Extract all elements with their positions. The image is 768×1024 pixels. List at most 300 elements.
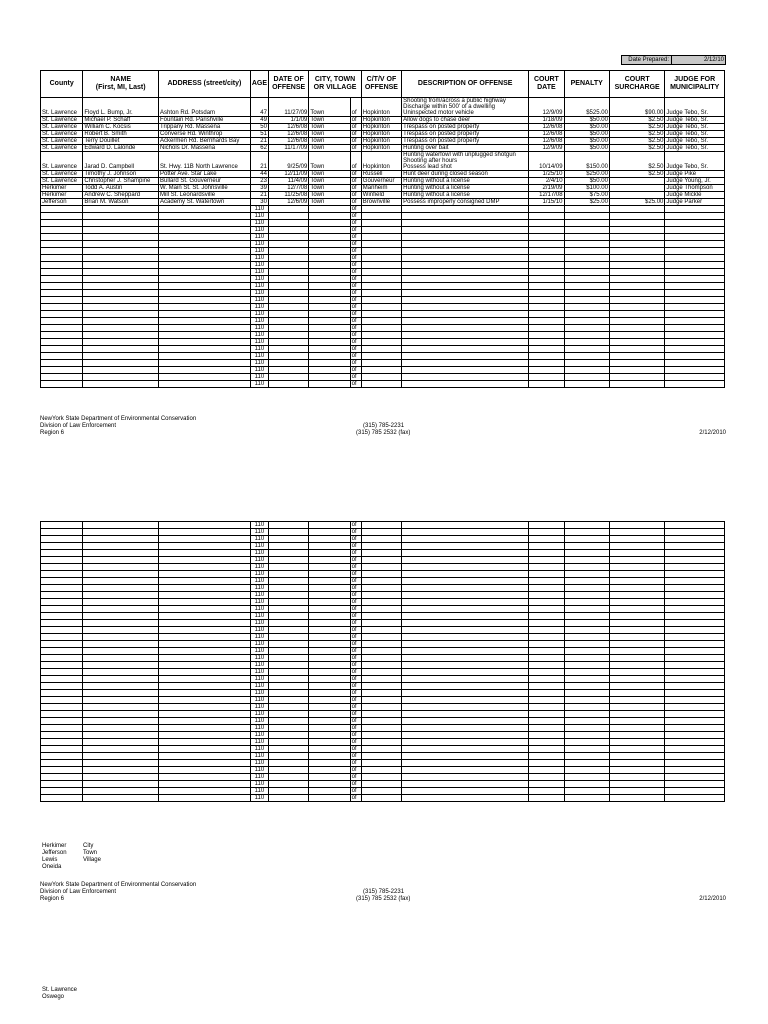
surcharge-cell — [609, 613, 664, 620]
penalty-cell — [564, 620, 609, 627]
name-cell — [83, 536, 159, 543]
court-date-cell — [529, 725, 564, 732]
description-cell — [402, 353, 529, 360]
court-date-cell — [529, 739, 564, 746]
judge-cell — [665, 325, 725, 332]
date-cell — [268, 241, 308, 248]
county-cell — [41, 767, 83, 774]
address-cell — [159, 641, 251, 648]
blank-row — [41, 360, 725, 367]
court-date-cell — [529, 585, 564, 592]
footer-division: Division of Law Enforcement — [40, 423, 117, 429]
of-cell: of — [350, 529, 361, 536]
name-cell — [83, 585, 159, 592]
age-cell: 39 — [250, 185, 268, 192]
blank-row — [41, 641, 725, 648]
surcharge-cell — [609, 311, 664, 318]
blank-row — [41, 220, 725, 227]
description-cell — [402, 269, 529, 276]
date-cell: 12/11/09 — [268, 171, 308, 178]
municipality-cell — [361, 522, 401, 529]
of-cell: of — [350, 145, 361, 152]
county-cell — [41, 297, 83, 304]
blank-row — [41, 585, 725, 592]
address-cell — [159, 690, 251, 697]
penalty-cell — [564, 753, 609, 760]
age-cell: 21 — [250, 152, 268, 171]
judge-cell: Judge Tebo, Sr. — [665, 131, 725, 138]
address-cell — [159, 578, 251, 585]
description-cell — [402, 227, 529, 234]
surcharge-cell — [609, 206, 664, 213]
penalty-cell — [564, 241, 609, 248]
description-cell: Shooting from/across a public highway Discharge within 500' of a dwelling Uninspected motor vehicle — [402, 98, 529, 117]
ctv-cell — [309, 627, 350, 634]
penalty-cell — [564, 641, 609, 648]
ctv-cell — [309, 304, 350, 311]
court-date-cell — [529, 599, 564, 606]
ctv-cell: Town — [309, 185, 350, 192]
penalty-cell: $150.00 — [564, 152, 609, 171]
judge-cell — [665, 367, 725, 374]
date-cell — [268, 353, 308, 360]
date-cell — [268, 297, 308, 304]
municipality-cell — [361, 683, 401, 690]
surcharge-cell: $25.00 — [609, 199, 664, 206]
municipality-cell — [361, 767, 401, 774]
of-cell: of — [350, 704, 361, 711]
judge-cell — [665, 662, 725, 669]
surcharge-cell: $2.50 — [609, 152, 664, 171]
age-cell: 110 — [250, 578, 268, 585]
date-cell — [268, 557, 308, 564]
date-cell: 12/6/08 — [268, 138, 308, 145]
description-cell — [402, 374, 529, 381]
of-cell: of — [350, 571, 361, 578]
judge-cell — [665, 311, 725, 318]
penalty-cell — [564, 627, 609, 634]
header-judge: JUDGE FOR MUNICIPALITY — [665, 71, 725, 98]
penalty-cell: $525.00 — [564, 98, 609, 117]
date-cell: 11/4/09 — [268, 178, 308, 185]
address-cell — [159, 360, 251, 367]
judge-cell — [665, 725, 725, 732]
description-cell: Trespass on posted property — [402, 131, 529, 138]
age-cell: 110 — [250, 683, 268, 690]
ctv-cell — [309, 536, 350, 543]
penalty-cell — [564, 781, 609, 788]
name-cell: Jarad D. Campbell — [83, 152, 159, 171]
surcharge-cell — [609, 290, 664, 297]
name-cell — [83, 248, 159, 255]
judge-cell — [665, 269, 725, 276]
county-cell — [41, 697, 83, 704]
bottom-county-list — [42, 987, 77, 1001]
ctv-cell — [309, 795, 350, 802]
ctv-cell — [309, 767, 350, 774]
age-cell: 21 — [250, 192, 268, 199]
age-cell: 110 — [250, 767, 268, 774]
surcharge-cell — [609, 683, 664, 690]
court-date-cell — [529, 648, 564, 655]
name-cell — [83, 753, 159, 760]
penalty-cell — [564, 669, 609, 676]
court-date-cell — [529, 325, 564, 332]
penalty-cell — [564, 746, 609, 753]
judge-cell — [665, 718, 725, 725]
description-cell — [402, 641, 529, 648]
name-cell — [83, 283, 159, 290]
judge-cell — [665, 206, 725, 213]
date-cell — [268, 550, 308, 557]
description-cell — [402, 746, 529, 753]
address-cell — [159, 353, 251, 360]
county-cell — [41, 669, 83, 676]
ctv-cell: Town — [309, 171, 350, 178]
judge-cell — [665, 220, 725, 227]
surcharge-cell — [609, 753, 664, 760]
court-date-cell — [529, 543, 564, 550]
of-cell: of — [350, 767, 361, 774]
address-cell — [159, 753, 251, 760]
address-cell — [159, 213, 251, 220]
municipality-cell — [361, 290, 401, 297]
address-cell — [159, 585, 251, 592]
municipality-cell — [361, 648, 401, 655]
address-cell — [159, 788, 251, 795]
penalty-cell — [564, 276, 609, 283]
date-cell — [268, 213, 308, 220]
address-cell — [159, 648, 251, 655]
age-cell: 110 — [250, 536, 268, 543]
penalty-cell — [564, 690, 609, 697]
blank-row — [41, 753, 725, 760]
description-cell — [402, 543, 529, 550]
blank-row — [41, 311, 725, 318]
description-cell: Trespass on posted property — [402, 124, 529, 131]
name-cell — [83, 557, 159, 564]
county-cell: St. Lawrence — [41, 98, 83, 117]
blank-row — [41, 606, 725, 613]
municipality-cell — [361, 529, 401, 536]
county-cell — [41, 683, 83, 690]
surcharge-cell — [609, 192, 664, 199]
of-cell: of — [350, 304, 361, 311]
description-cell — [402, 585, 529, 592]
age-cell: 110 — [250, 760, 268, 767]
description-cell: Hunting without a license — [402, 185, 529, 192]
court-date-cell — [529, 683, 564, 690]
name-cell: Michael P. Schaff — [83, 117, 159, 124]
judge-cell — [665, 346, 725, 353]
county-cell — [41, 662, 83, 669]
court-date-cell — [529, 311, 564, 318]
municipality-cell — [361, 641, 401, 648]
blank-row — [41, 711, 725, 718]
municipality-cell — [361, 325, 401, 332]
description-cell — [402, 767, 529, 774]
judge-cell: Judge Tebo, Sr. — [665, 98, 725, 117]
county-cell — [41, 206, 83, 213]
description-cell — [402, 276, 529, 283]
table-row — [41, 124, 725, 131]
judge-cell — [665, 529, 725, 536]
description-cell: Allow dogs to chase deer — [402, 117, 529, 124]
description-cell — [402, 718, 529, 725]
penalty-cell — [564, 683, 609, 690]
date-cell — [268, 543, 308, 550]
of-cell: of — [350, 206, 361, 213]
county-cell — [41, 522, 83, 529]
county-cell: Jefferson — [41, 199, 83, 206]
judge-cell — [665, 620, 725, 627]
penalty-cell — [564, 353, 609, 360]
county-cell — [41, 227, 83, 234]
blank-row — [41, 241, 725, 248]
date-cell — [268, 739, 308, 746]
court-date-cell — [529, 564, 564, 571]
penalty-cell — [564, 213, 609, 220]
description-cell — [402, 234, 529, 241]
court-date-cell: 1/25/10 — [529, 171, 564, 178]
date-cell — [268, 592, 308, 599]
court-date-cell — [529, 571, 564, 578]
ctv-cell: Town — [309, 145, 350, 152]
ctv-cell — [309, 592, 350, 599]
of-cell: of — [350, 760, 361, 767]
penalty-cell — [564, 592, 609, 599]
date-cell — [268, 711, 308, 718]
description-cell — [402, 571, 529, 578]
municipality-cell — [361, 620, 401, 627]
judge-cell — [665, 248, 725, 255]
ctv-cell — [309, 297, 350, 304]
penalty-cell — [564, 283, 609, 290]
name-cell: Timothy J. Johnson — [83, 171, 159, 178]
penalty-cell: $50.00 — [564, 138, 609, 145]
surcharge-cell — [609, 550, 664, 557]
court-date-cell — [529, 529, 564, 536]
municipality-cell: Hopkinton — [361, 124, 401, 131]
date-cell — [268, 529, 308, 536]
judge-cell — [665, 578, 725, 585]
description-cell — [402, 536, 529, 543]
ctv-cell — [309, 325, 350, 332]
name-cell — [83, 522, 159, 529]
description-cell — [402, 522, 529, 529]
municipality-cell: Winfield — [361, 192, 401, 199]
date-cell — [268, 255, 308, 262]
county-cell — [41, 564, 83, 571]
age-cell: 110 — [250, 213, 268, 220]
county-lookup-list — [42, 843, 67, 871]
age-cell: 49 — [250, 117, 268, 124]
penalty-cell — [564, 571, 609, 578]
penalty-cell: $50.00 — [564, 124, 609, 131]
name-cell — [83, 767, 159, 774]
ctv-cell — [309, 753, 350, 760]
penalty-cell: $75.00 — [564, 192, 609, 199]
court-date-cell — [529, 711, 564, 718]
court-date-cell — [529, 578, 564, 585]
table-row — [41, 138, 725, 145]
description-cell — [402, 739, 529, 746]
penalty-cell — [564, 234, 609, 241]
name-cell — [83, 550, 159, 557]
municipality-cell — [361, 283, 401, 290]
address-cell: Potter Ave. Star Lake — [159, 171, 251, 178]
description-cell — [402, 564, 529, 571]
date-cell — [268, 669, 308, 676]
ctv-cell — [309, 620, 350, 627]
age-cell: 110 — [250, 557, 268, 564]
ctv-cell — [309, 522, 350, 529]
age-cell: 110 — [250, 599, 268, 606]
description-cell — [402, 690, 529, 697]
court-date-cell — [529, 557, 564, 564]
blank-row — [41, 381, 725, 388]
surcharge-cell — [609, 297, 664, 304]
surcharge-cell — [609, 746, 664, 753]
court-date-cell — [529, 339, 564, 346]
address-cell — [159, 732, 251, 739]
age-cell: 110 — [250, 564, 268, 571]
age-cell: 110 — [250, 269, 268, 276]
blank-row — [41, 269, 725, 276]
name-cell: Andrew C. Sheppard — [83, 192, 159, 199]
header-address: ADDRESS (street/city) — [159, 71, 251, 98]
address-cell — [159, 276, 251, 283]
address-cell — [159, 550, 251, 557]
address-cell — [159, 227, 251, 234]
county-cell — [41, 648, 83, 655]
surcharge-cell: $2.50 — [609, 145, 664, 152]
address-cell — [159, 718, 251, 725]
ctv-cell — [309, 220, 350, 227]
surcharge-cell — [609, 276, 664, 283]
municipality-cell — [361, 367, 401, 374]
ctv-cell — [309, 346, 350, 353]
judge-cell — [665, 676, 725, 683]
description-cell — [402, 241, 529, 248]
surcharge-cell: $90.00 — [609, 98, 664, 117]
age-cell: 50 — [250, 124, 268, 131]
address-cell — [159, 262, 251, 269]
municipality-cell: Russell — [361, 171, 401, 178]
municipality-cell — [361, 276, 401, 283]
surcharge-cell — [609, 213, 664, 220]
penalty-cell — [564, 543, 609, 550]
ctv-cell — [309, 585, 350, 592]
surcharge-cell: $2.50 — [609, 117, 664, 124]
county-cell — [41, 732, 83, 739]
court-date-cell — [529, 774, 564, 781]
penalty-cell — [564, 704, 609, 711]
judge-cell — [665, 241, 725, 248]
municipality-type-list — [83, 843, 101, 864]
court-date-cell: 2/19/09 — [529, 185, 564, 192]
of-cell: of — [350, 620, 361, 627]
ctv-cell — [309, 690, 350, 697]
date-cell — [268, 522, 308, 529]
ctv-cell — [309, 529, 350, 536]
ctv-cell — [309, 276, 350, 283]
blank-row — [41, 704, 725, 711]
ctv-cell — [309, 788, 350, 795]
name-cell — [83, 269, 159, 276]
address-cell — [159, 599, 251, 606]
court-date-cell — [529, 697, 564, 704]
county-cell — [41, 213, 83, 220]
description-cell — [402, 697, 529, 704]
blank-row — [41, 718, 725, 725]
date-cell — [268, 227, 308, 234]
county-cell: Herkimer — [41, 185, 83, 192]
penalty-cell — [564, 304, 609, 311]
municipality-cell — [361, 269, 401, 276]
county-cell — [41, 746, 83, 753]
address-cell — [159, 795, 251, 802]
surcharge-cell — [609, 536, 664, 543]
blank-row — [41, 297, 725, 304]
age-cell: 110 — [250, 711, 268, 718]
description-cell — [402, 213, 529, 220]
surcharge-cell — [609, 255, 664, 262]
date-cell — [268, 360, 308, 367]
county-cell — [41, 360, 83, 367]
blank-row — [41, 676, 725, 683]
description-cell — [402, 613, 529, 620]
of-cell: of — [350, 578, 361, 585]
of-cell: of — [350, 185, 361, 192]
surcharge-cell — [609, 367, 664, 374]
surcharge-cell — [609, 739, 664, 746]
date-cell: 9/25/09 — [268, 152, 308, 171]
age-cell: 110 — [250, 339, 268, 346]
name-cell — [83, 711, 159, 718]
footer-division: Division of Law Enforcement — [40, 889, 117, 895]
ctv-cell: Town — [309, 124, 350, 131]
age-cell: 110 — [250, 641, 268, 648]
table-row — [41, 178, 725, 185]
date-prepared-label: Date Prepared: — [622, 56, 672, 64]
county-cell — [41, 641, 83, 648]
of-cell: of — [350, 318, 361, 325]
name-cell — [83, 592, 159, 599]
county-cell — [41, 234, 83, 241]
county-cell — [41, 255, 83, 262]
court-date-cell — [529, 262, 564, 269]
court-date-cell — [529, 283, 564, 290]
header-name: NAME (First, MI, Last) — [83, 71, 159, 98]
municipality-cell — [361, 564, 401, 571]
ctv-cell — [309, 318, 350, 325]
county-cell — [41, 262, 83, 269]
county-cell — [41, 536, 83, 543]
description-cell: Hunting without a license — [402, 192, 529, 199]
date-cell — [268, 620, 308, 627]
judge-cell — [665, 255, 725, 262]
county-cell — [41, 711, 83, 718]
municipality-cell — [361, 234, 401, 241]
court-date-cell — [529, 613, 564, 620]
court-date-cell — [529, 269, 564, 276]
county-cell — [41, 627, 83, 634]
of-cell: of — [350, 192, 361, 199]
penalty-cell — [564, 648, 609, 655]
court-date-cell — [529, 655, 564, 662]
court-date-cell: 1/18/09 — [529, 117, 564, 124]
